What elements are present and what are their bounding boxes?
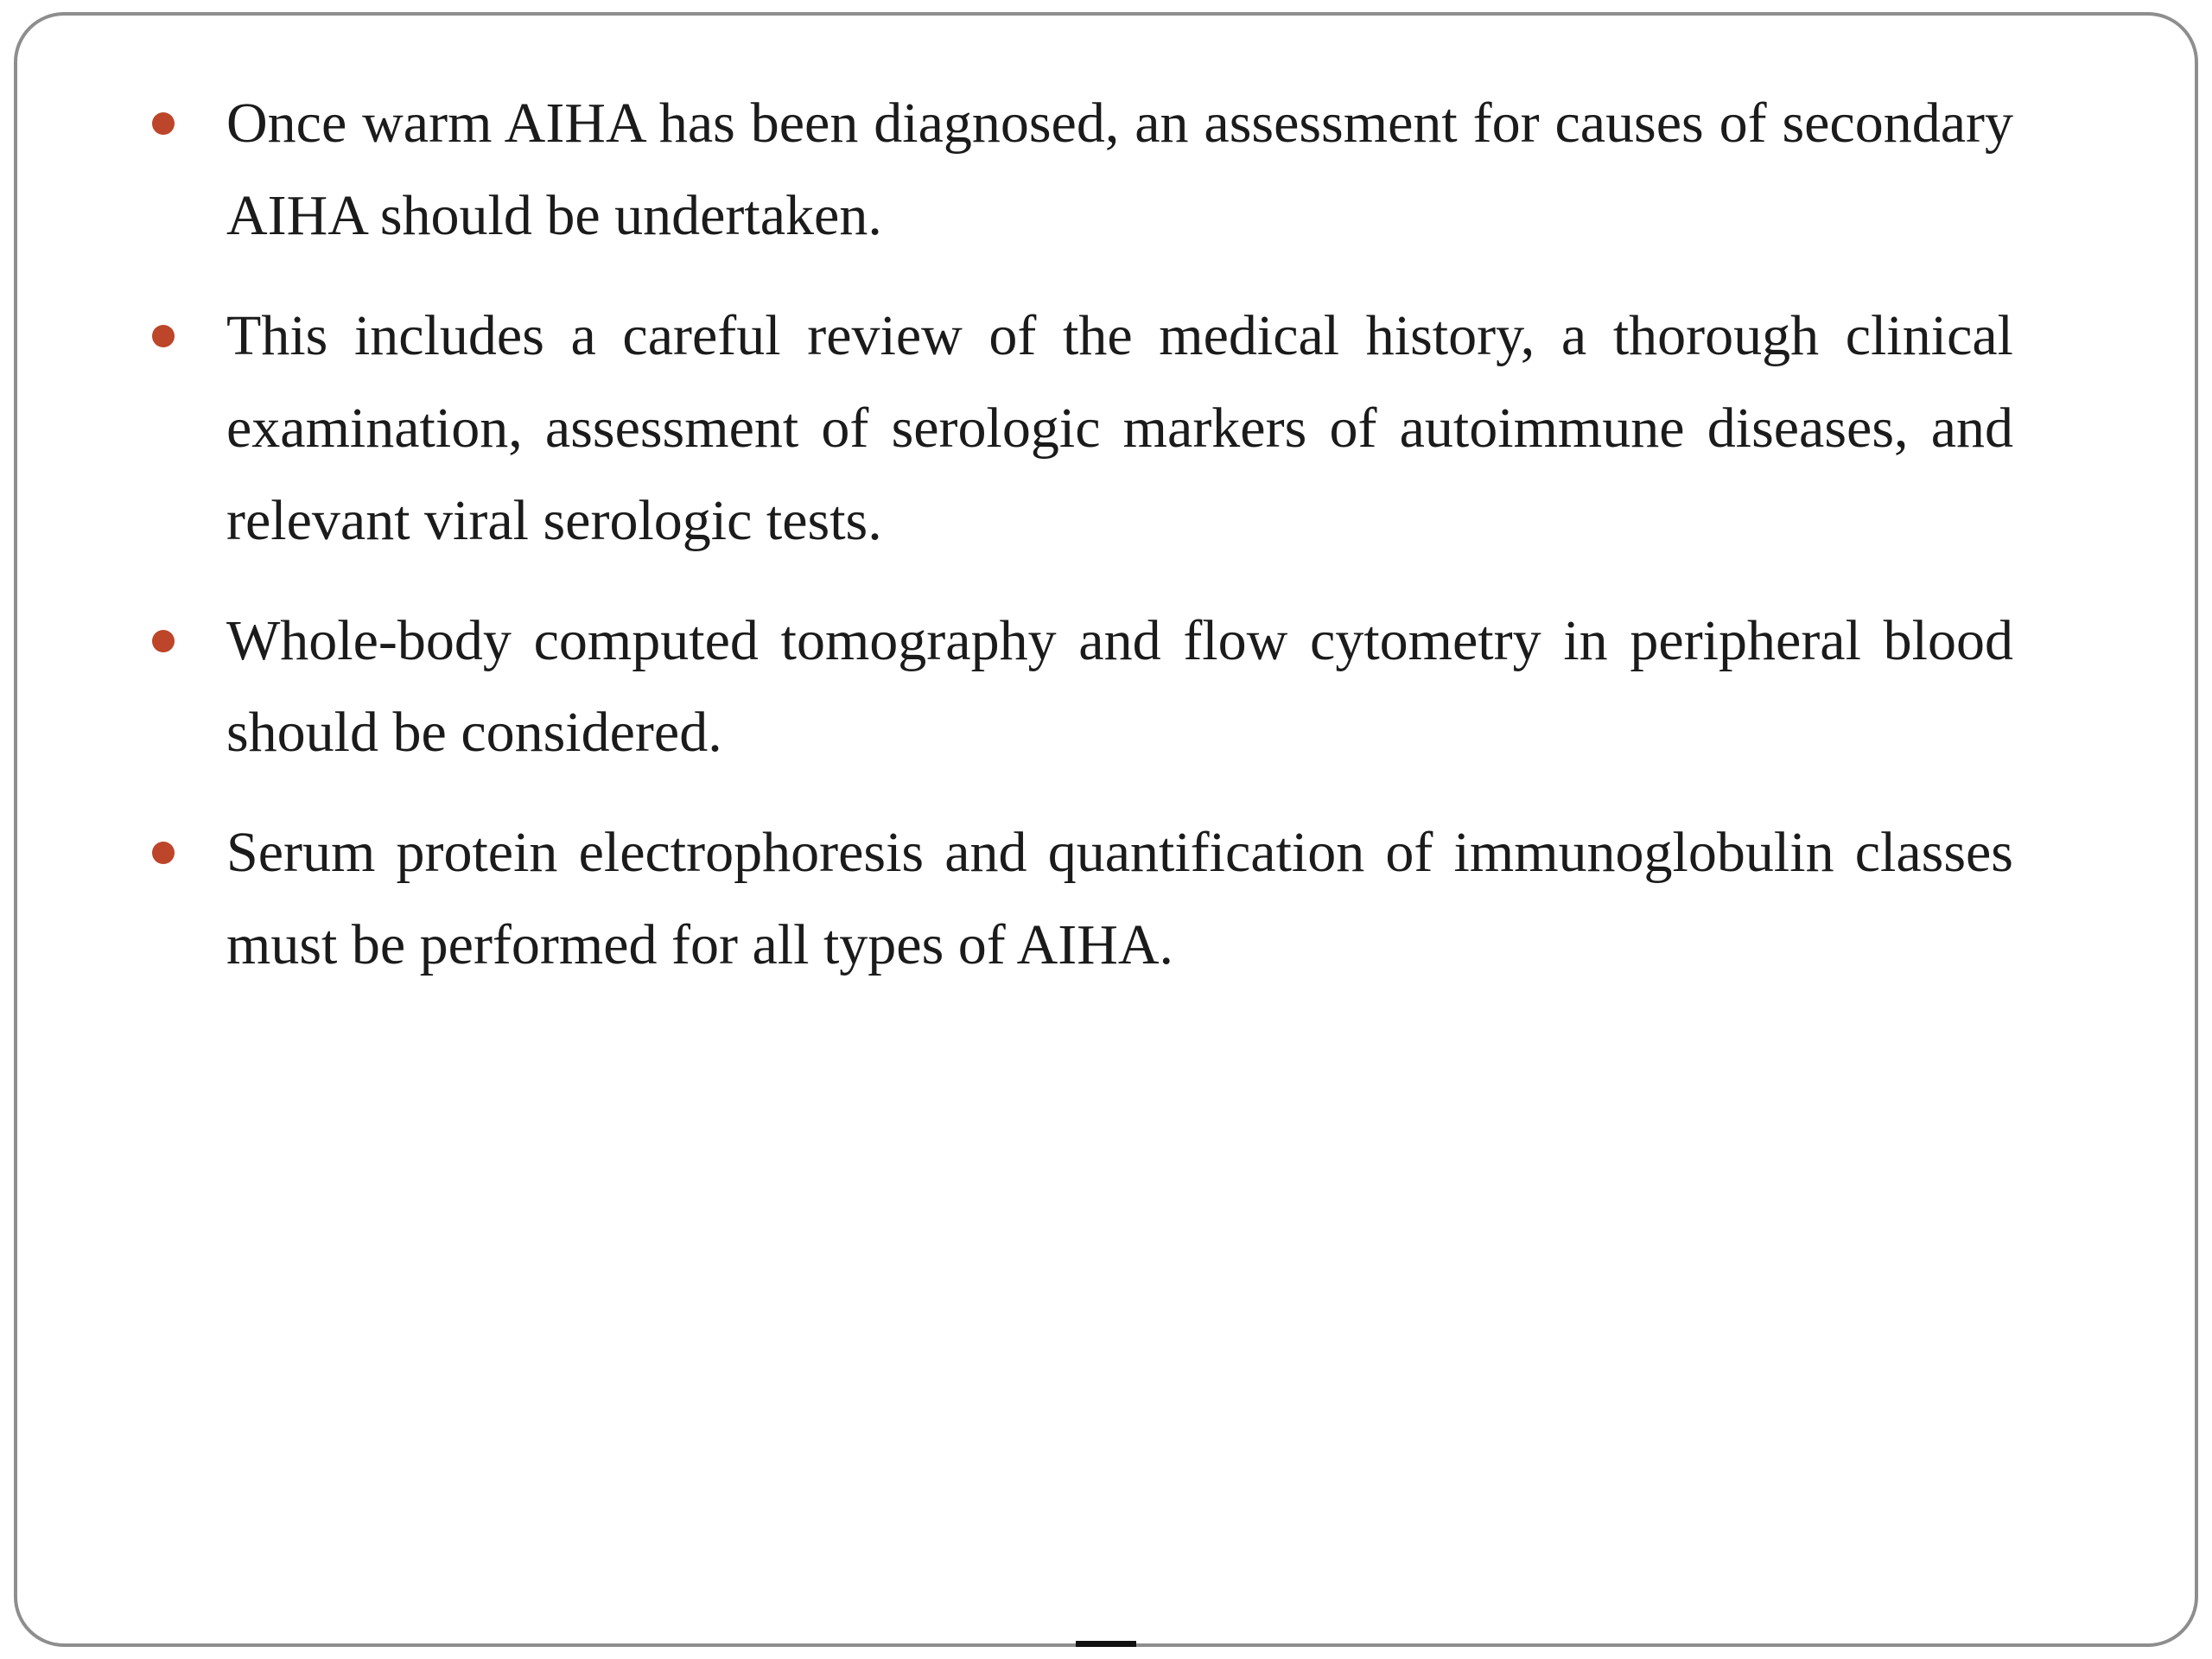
- bullet-text: Whole-body computed tomography and flow cytometry in peripheral blood should be considered.: [226, 608, 2013, 765]
- slide: [14, 12, 2198, 1647]
- list-item: [147, 290, 2013, 568]
- list-item: [147, 595, 2013, 780]
- bullet-icon: [152, 842, 175, 864]
- bullet-text: Serum protein electrophoresis and quantification of immunoglobulin classes must be performed for all types of AIHA.: [226, 821, 2013, 977]
- bullet-text: Once warm AIHA has been diagnosed, an assessment for causes of secondary AIHA should be undertaken.: [226, 92, 2013, 247]
- bullet-icon: [152, 325, 175, 347]
- bullet-icon: [152, 630, 175, 652]
- bottom-center-mark: [1076, 1641, 1136, 1647]
- bullet-list: [147, 78, 2065, 992]
- bullet-text: This includes a careful review of the medical history, a thorough clinical examination, assessment of serologic markers of autoimmune diseases, and relevant viral serologic tests.: [226, 303, 2013, 552]
- slide-content: [17, 16, 2195, 992]
- list-item: [147, 807, 2013, 992]
- bullet-icon: [152, 112, 175, 135]
- list-item: [147, 78, 2013, 263]
